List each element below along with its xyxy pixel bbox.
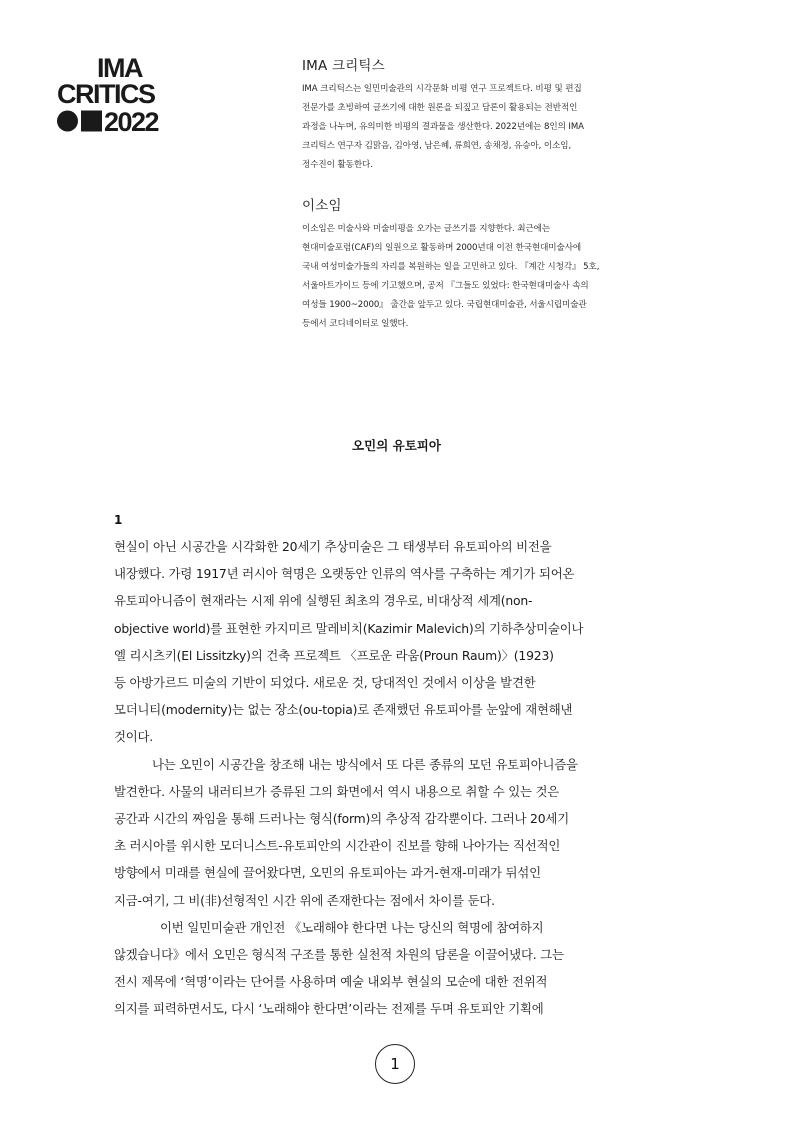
text-line: objective world)를 표현한 카지미르 말레비치(Kazimir Malevich)의 기하추상미술이나 [114,620,584,636]
text-line: 정수진이 활동한다. [302,160,373,170]
text-line: 이번 일민미술관 개인전 《노래해야 한다면 나는 당신의 혁명에 참여하지 [160,919,544,935]
paragraph-3 [114,914,704,1023]
page-number: 1 [390,1055,400,1073]
text-line: 등에서 코디네이터로 일했다. [302,319,409,329]
text-line: 등 아방가르드 미술의 기반이 되었다. 새로운 것, 당대적인 것에서 이상을 발견한 [114,675,536,691]
article-body [114,511,704,1023]
logo-graphic [57,55,189,133]
text-line: 과정을 나누며, 유의미한 비평의 결과물을 생산한다. 2022년에는 8인의 IMA [302,122,584,132]
text-line: 유토피아니즘이 현재라는 시제 위에 실행된 최초의 경우로, 비대상적 세계(non- [114,593,533,609]
page-number-badge [375,1044,415,1084]
article-title: 오민의 유토피아 [352,438,441,454]
author-bio [302,194,702,334]
text-line: 모더니티(modernity)는 없는 장소(ou-topia)로 존재했던 유토피아를 눈앞에 재현해낸 [114,702,573,718]
text-line: IMA 크리틱스는 일민미술관의 시각문화 비평 연구 프로젝트다. 비평 및 편집 [302,84,582,94]
text-line: 않겠습니다》에서 오민은 형식적 구조를 통한 실천적 차원의 담론을 이끌어냈다. 그는 [114,947,564,963]
logo-line-2022: 2022 [104,107,159,133]
text-line: 크리틱스 연구자 김맑음, 김아영, 남은혜, 류희연, 송채정, 유승아, 이소임, [302,141,572,151]
text-line: 이소임은 미술사와 미술비평을 오가는 글쓰기를 지향한다. 최근에는 [302,224,551,234]
text-line: 발견한다. 사물의 내러티브가 증류된 그의 화면에서 역시 내용으로 취할 수 있는 것은 [114,783,560,799]
logo-line-critics: CRITICS [57,79,155,109]
text-line: 공간과 시간의 짜임을 통해 드러나는 형식(form)의 추상적 감각뿐이다. 그러나 20세기 [114,811,569,827]
ima-critics-heading: IMA 크리틱스 [302,58,385,74]
logo-line-ima: IMA [97,55,142,83]
author-name-heading: 이소임 [302,198,342,214]
info-column [302,54,702,334]
author-bio-text [302,220,702,334]
text-line: 초 러시아를 위시한 모더니스트-유토피안의 시간관이 진보를 향해 나아가는 직선적인 [114,838,561,854]
text-line: 의지를 피력하면서도, 다시 ‘노래해야 한다면’이라는 전제를 두며 유토피안 기획에 [114,1001,544,1017]
text-line: 내장했다. 가령 1917년 러시아 혁명은 오랫동안 인류의 역사를 구축하는 계기가 되어온 [114,566,575,582]
text-line: 국내 여성미술가들의 자리를 복원하는 일을 고민하고 있다. 『계간 시청각』 5호, [302,262,600,272]
text-line: 서울아트가이드 등에 기고했으며, 공저 『그들도 있었다: 한국현대미술사 속의 [302,281,589,291]
logo-square-shape [81,111,102,132]
text-line: 여성들 1900~2000』 출간을 앞두고 있다. 국립현대미술관, 서울시립미술관 [302,300,587,310]
text-line: 현실이 아닌 시공간을 시각화한 20세기 추상미술은 그 태생부터 유토피아의 비전을 [114,539,552,554]
paragraph-1 [114,533,704,751]
text-line: 현대미술포럼(CAF)의 일원으로 활동하며 2000년대 이전 한국현대미술사에 [302,243,582,253]
text-line: 지금-여기, 그 비(非)선형적인 시간 위에 존재한다는 점에서 차이를 둔다. [114,892,495,908]
paragraph-2 [114,751,704,914]
ima-critics-text [302,80,702,175]
section-number: 1 [114,513,123,527]
logo-circle-shape [57,111,78,132]
ima-critics-2022-logo [57,55,189,133]
text-line: 전문가를 초빙하여 글쓰기에 대한 원론을 되짚고 담론이 활용되는 전반적인 [302,103,578,113]
text-line: 나는 오민이 시공간을 창조해 내는 방식에서 또 다른 종류의 모던 유토피아니즘을 [152,756,578,772]
ima-critics-description [302,54,702,175]
text-line: 전시 제목에 ‘혁명’이라는 단어를 사용하며 예술 내외부 현실의 모순에 대한 전위적 [114,974,548,990]
text-line: 엘 리시츠키(El Lissitzky)의 건축 프로젝트 〈프로운 라움(Proun Raum)〉(1923) [114,647,554,663]
text-line: 방향에서 미래를 현실에 끌어왔다면, 오민의 유토피아는 과거-현재-미래가 뒤섞인 [114,865,541,881]
text-line: 것이다. [114,729,154,745]
